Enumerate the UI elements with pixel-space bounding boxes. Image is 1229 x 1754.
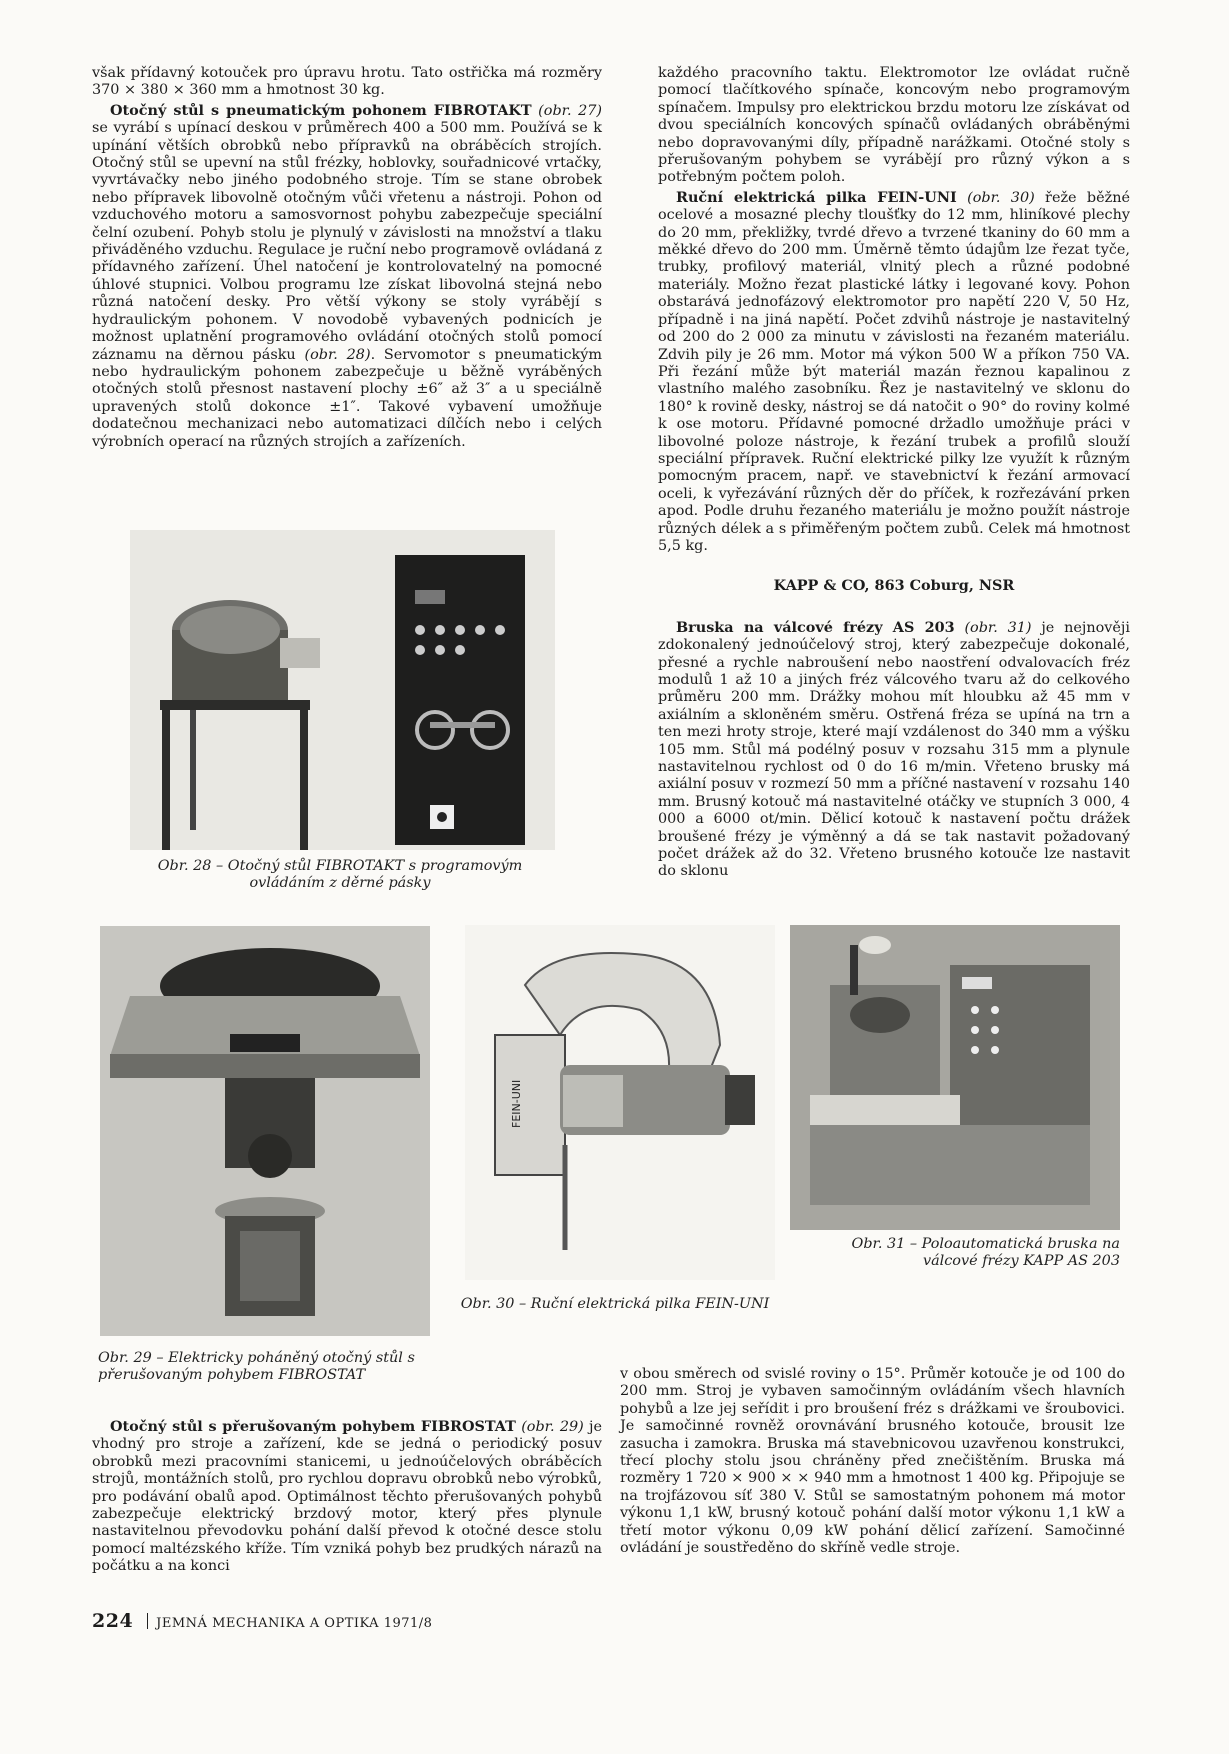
fig30-caption: Obr. 30 – Ruční elektrická pilka FEIN-UNI [460, 1296, 770, 1312]
paragraph-sharpener-end: však přídavný kotouček pro úpravu hrotu. Tato ostřička má rozměry 370 × 380 × 360 mm a hmotnost 30 kg. [92, 65, 602, 99]
saw-brand-label: FEIN-UNI [510, 1079, 523, 1128]
bottom-right-column [620, 1366, 1125, 1559]
fig28-photo [130, 530, 555, 850]
fig-ref-27: (obr. 27) [538, 102, 602, 119]
paragraph-kapp-as203: Bruska na válcové frézy AS 203 (obr. 31) je nejnověji zdokonalený jednoúčelový stroj, který zabezpečuje dokonalé, přesné a rychle nabroušení nebo naostření odvalovacích fréz modulů 1 až 10 a jiných fréz válcového tvaru až do celkového průměru 200 mm. Drážky mohou mít hloubku až 45 mm v axiálním a skloněném směru. Ostřená fréza se upíná na trn a ten mezi hroty stroje, které mají vzdálenost do 340 mm a výšku 105 mm. Stůl má podélný posuv v rozsahu 315 mm a plynule nastavitelnou rychlost od 0 do 16 m/min. Vřeteno brusky má axiální posuv v rozmezí 50 mm a příčné nastavení v rozsahu 140 mm. Brusný kotouč má nastavitelné otáčky ve stupních 3 000, 4 000 a 6000 ot/min. Dělicí kotouč k nastavení počtu drážek broušené frézy je výměnný a dá se tak nastavit požadovaný počet drážek až do 32. Vřeteno brusného kotouče lze nastavit do sklonu [658, 618, 1130, 880]
footer-divider [147, 1613, 148, 1629]
journal-name: JEMNÁ MECHANIKA A OPTIKA 1971/8 [156, 1616, 433, 1631]
fig30-photo [465, 925, 775, 1280]
fig-ref-28: (obr. 28) [304, 346, 371, 363]
page-number: 224 [92, 1610, 134, 1632]
paragraph-motor-control: každého pracovního taktu. Elektromotor lze ovládat ručně pomocí tlačítkového spínače, koncovým nebo programovým spínačem. Impulsy pro elektrickou brzdu motoru lze získávat od dvou speciálních koncových spínačů ovládaných obráběnými nebo dopravovanými díly, případně narážkami. Otočné stoly s přerušovaným pohybem se vyrábějí pro různý výkon a s potřebným počtem poloh. [658, 65, 1130, 186]
paragraph-fibrotakt: Otočný stůl s pneumatickým pohonem FIBROTAKT (obr. 27) se vyrábí s upínací deskou v průměrech 400 a 500 mm. Používá se k upínání větších obrobků nebo přípravků na obráběcích strojích. Otočný stůl se upevní na stůl frézky, hoblovky, souřadnicové vrtačky, vyvrtávačky nebo jiného podobného stroje. Tím se stane obrobek nebo přípravek libovolně otočným vůči vřetenu a nástroji. Pohon od vzduchového motoru a samosvornost pohybu zabezpečuje speciální čelní ozubení. Pohyb stolu je plynulý v závislosti na množství a tlaku přiváděného vzduchu. Regulace je ruční nebo programově ovládaná z přídavného zařízení. Úhel natočení je kontrolovatelný na pomocné úhlové stupnici. Volbou programu lze získat libovolná stejná nebo různá natočení desky. Pro větší výkony se stoly vyrábějí s hydraulickým pohonem. V novodobě vybavených podnicích je možnost uplatnění programového ovládání otočných stolů pomocí záznamu na děrnou pásku (obr. 28). Servomotor s pneumatickým nebo hydraulickým pohonem zabezpečuje u běžně vyráběných otočných stolů přesnost nastavení plochy ±6″ až 3″ a u speciálně upravených stolů dokonce ±1″. Takové vybavení umožňuje dodatečnou mechanizaci nebo automatizaci dílčích nebo i celých výrobních operací na různých strojích a zařízeních. [92, 101, 602, 450]
section-heading-kapp: KAPP & CO, 863 Coburg, NSR [773, 577, 1015, 595]
kapp-title: Bruska na válcové frézy AS 203 [676, 618, 955, 636]
fig29-photo [100, 926, 430, 1336]
fig-ref-31: (obr. 31) [964, 619, 1032, 636]
left-column [92, 65, 602, 453]
paragraph-fibrostat: Otočný stůl s přerušovaným pohybem FIBROSTAT (obr. 29) je vhodný pro stroje a zařízení, kde se jedná o periodický posuv obrobků mezi pracovními stanicemi, u jednoúčelových obráběcích strojů, montážních stolů, pro rychlou dopravu obrobků nebo výrobků, pro podávání obalů apod. Optimálnost těchto přerušovaných pohybů zabezpečuje elektrický brzdový motor, který přes plynule nastavitelnou převodovku pohání další převod k otočné desce stolu pomocí maltézského kříže. Tím vzniká pohyb bez prudkých nárazů na počátku a na konci [92, 1418, 602, 1575]
fig31-caption: Obr. 31 – Poloautomatická bruska na válcové frézy KAPP AS 203 [851, 1236, 1120, 1269]
paragraph-fein-uni: Ruční elektrická pilka FEIN-UNI (obr. 30) řeže běžné ocelové a mosazné plechy tloušťky do 12 mm, hliníkové plechy do 20 mm, překližky, tvrdé dřevo a tvrzené tkaniny do 60 mm a měkké dřevo do 200 mm. Úměrně těmto údajům lze řezat tyče, trubky, profilový materiál, vlnitý plech a různé podobné materiály. Možno řezat plastické látky i legované kovy. Pohon obstarává jednofázový elektromotor pro napětí 220 V, 50 Hz, případně i na jiná napětí. Počet zdvihů nástroje je nastavitelný od 200 do 2 000 za minutu v závislosti na řezaném materiálu. Zdvih pily je 26 mm. Motor má výkon 500 W a příkon 750 VA. Při řezání může být materiál mazán řeznou kapalinou z vlastního malého zasobníku. Řez je nastavitelný ve sklonu do 180° k rovině desky, nástroj se dá natočit o 90° do roviny kolmé k ose motoru. Přídavné pomocné držadlo umožňuje práci v libovolné poloze nástroje, k řezání trubek a profilů slouží speciální přípravek. Ruční elektrické pilky lze využít k různým pomocným pracem, např. ve stavebnictví k řezání armovací oceli, k vyřezávání různých děr do příček, k rozřezávání prken apod. Podle druhu řezaného materiálu je možno použít nástroje různých délek a s přiměřeným počtem zubů. Celek má hmotnost 5,5 kg. [658, 188, 1130, 554]
fig28-caption: Obr. 28 – Otočný stůl FIBROTAKT s programovým ovládáním z děrné pásky [157, 858, 523, 891]
paragraph-kapp-continued: v obou směrech od svislé roviny o 15°. Průměr kotouče je od 100 do 200 mm. Stroj je vybaven samočinným ovládáním všech hlavních pohybů a lze jej seřídit i pro broušení fréz s drážkami ve šroubovici. Je samočinné rovněž orovnávání brusného kotouče, brousit lze zasucha i zamokra. Bruska má stavebnicovou uzavřenou konstrukci, třecí plochy stolu jsou chráněny před znečištěním. Bruska má rozměry 1 720 × 900 × × 940 mm a hmotnost 1 400 kg. Připojuje se na trojfázovou síť 380 V. Stůl se samostatným pohonem má motor výkonu 1,1 kW, brusný kotouč pohání další motor výkonu 1,1 kW a třetí motor výkonu 0,09 kW pohání dělicí zařízení. Samočinné ovládání je soustředěno do skříně vedle stroje. [620, 1366, 1125, 1557]
fig31-photo [790, 925, 1120, 1230]
page-footer [92, 1610, 432, 1632]
fein-uni-title: Ruční elektrická pilka FEIN-UNI [676, 188, 957, 206]
bottom-left-column [92, 1418, 602, 1578]
fig-ref-30: (obr. 30) [967, 189, 1035, 206]
fig29-caption: Obr. 29 – Elektricky poháněný otočný stůl s přerušovaným pohybem FIBROSTAT [98, 1350, 415, 1383]
fibrostat-title: Otočný stůl s přerušovaným pohybem FIBROSTAT [110, 1418, 516, 1435]
fig-ref-29: (obr. 29) [521, 1419, 584, 1435]
right-column [658, 65, 1130, 883]
fibrotakt-title: Otočný stůl s pneumatickým pohonem FIBROTAKT [110, 101, 532, 119]
